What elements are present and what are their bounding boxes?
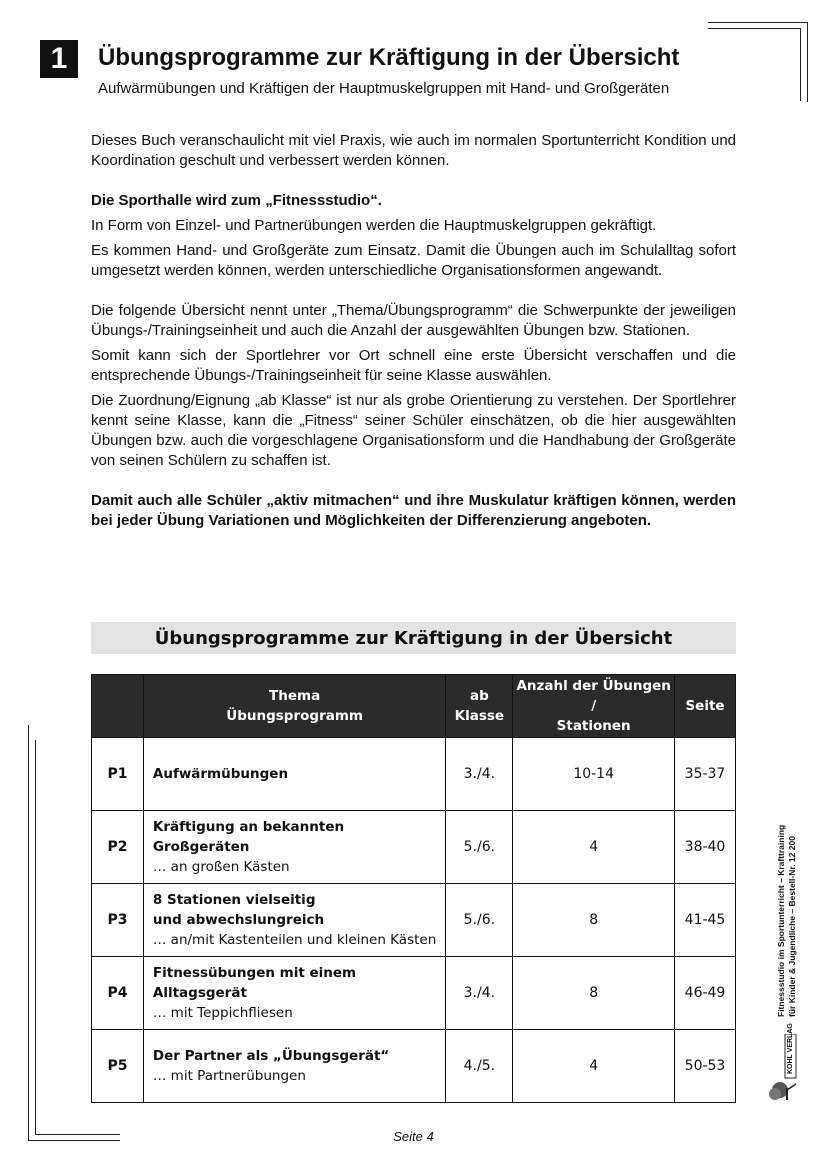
- header-id: [92, 675, 144, 738]
- row-anzahl: 4: [513, 1030, 675, 1103]
- frame-top-line: [708, 22, 808, 23]
- row-anzahl: 4: [513, 811, 675, 884]
- body-text: [91, 131, 736, 531]
- frame-left-line-inner: [35, 740, 36, 1134]
- publisher-logo-icon: [766, 1034, 804, 1104]
- paragraph-4: Somit kann sich der Sportlehrer vor Ort schnell eine erste Übersicht verschaffen und die entsprechende Übungs-/Trainingseinheit für seine Klasse auswählen.: [91, 347, 736, 384]
- frame-right-line: [807, 22, 808, 102]
- side-line-2: für Kinder & Jugendliche – Bestell-Nr. 12 200: [787, 836, 797, 1017]
- table-header-row: [92, 675, 736, 738]
- row-thema: [143, 884, 445, 957]
- row-id: P2: [92, 811, 144, 884]
- header-klasse-line2: Klasse: [454, 708, 505, 724]
- row-anzahl: 10-14: [513, 738, 675, 811]
- overview-table: [91, 674, 736, 1103]
- row-thema-detail: … an/mit Kastenteilen und kleinen Kästen: [152, 932, 437, 948]
- row-klasse: 5./6.: [446, 884, 513, 957]
- row-seite: 35-37: [675, 738, 736, 811]
- row-id: P3: [92, 884, 144, 957]
- frame-top-line-inner: [708, 28, 801, 29]
- side-publication-info: [776, 777, 798, 1017]
- row-thema-detail: … an großen Kästen: [152, 859, 290, 875]
- paragraph-1: In Form von Einzel- und Partnerübungen werden die Hauptmuskelgruppen gekräftigt.: [91, 217, 657, 234]
- row-klasse: 4./5.: [446, 1030, 513, 1103]
- table-row: [92, 884, 736, 957]
- paragraph-2: Es kommen Hand- und Großgeräte zum Einsatz. Damit die Übungen auch im Schulalltag sofort umgesetzt werden können, werden unterschiedliche Organisationsformen angewandt.: [91, 242, 736, 279]
- table-row: [92, 1030, 736, 1103]
- row-seite: 50-53: [675, 1030, 736, 1103]
- row-thema-title: Fitnessübungen mit einem Alltagsgerät: [152, 965, 357, 1001]
- header-thema-line1: Thema: [269, 688, 321, 704]
- closing-paragraph: Damit auch alle Schüler „aktiv mitmachen“ und ihre Muskulatur kräftigen können, werden bei jeder Übung Variationen und Möglichkeiten der Differenzierung angeboten.: [91, 492, 736, 529]
- row-thema-title: Der Partner als „Übungsgerät“: [152, 1048, 390, 1064]
- row-id: P4: [92, 957, 144, 1030]
- section-heading: Die Sporthalle wird zum „Fitnessstudio“.: [91, 192, 382, 209]
- frame-left-line: [28, 725, 29, 1141]
- row-thema: [143, 1030, 445, 1103]
- row-thema: [143, 738, 445, 811]
- table-row: [92, 957, 736, 1030]
- page-number: Seite 4: [393, 1129, 434, 1144]
- overview-banner: Übungsprogramme zur Kräftigung in der Übersicht: [91, 622, 736, 654]
- header-seite: Seite: [675, 675, 736, 738]
- header-thema: [143, 675, 445, 738]
- intro-paragraph: Dieses Buch veranschaulicht mit viel Praxis, wie auch im normalen Sportunterricht Kondition und Koordination geschult und verbessert werden können.: [91, 132, 736, 169]
- row-anzahl: 8: [513, 957, 675, 1030]
- row-seite: 41-45: [675, 884, 736, 957]
- frame-right-line-inner: [800, 28, 801, 101]
- table-row: [92, 811, 736, 884]
- row-thema-detail: … mit Partnerübungen: [152, 1068, 306, 1084]
- header-klasse-line1: ab: [469, 688, 489, 704]
- row-klasse: 5./6.: [446, 811, 513, 884]
- row-id: P1: [92, 738, 144, 811]
- chapter-number: 1: [40, 40, 78, 78]
- row-thema: [143, 811, 445, 884]
- header-thema-line2: Übungsprogramm: [226, 708, 363, 724]
- row-klasse: 3./4.: [446, 738, 513, 811]
- header-anzahl-line1: Anzahl der Übungen /: [516, 678, 671, 714]
- row-seite: 46-49: [675, 957, 736, 1030]
- page-subtitle: Aufwärmübungen und Kräftigen der Hauptmuskelgruppen mit Hand- und Großgeräten: [98, 80, 670, 97]
- header-klasse: [446, 675, 513, 738]
- page-title: Übungsprogramme zur Kräftigung in der Übersicht: [98, 44, 680, 71]
- paragraph-5: Die Zuordnung/Eignung „ab Klasse“ ist nur als grobe Orientierung zu verstehen. Der Sportlehrer kennt seine Klasse, kann die „Fitness“ seiner Schüler einschätzen, ob die hier ausgewählten Übungen bzw. auch die vorgeschlagene Organisationsform und die Handhabung der Großgeräte von seinen Schülern zu schaffen ist.: [91, 392, 736, 469]
- row-thema-title: Kräftigung an bekannten Großgeräten: [152, 819, 345, 855]
- paragraph-3: Die folgende Übersicht nennt unter „Thema/Übungsprogramm“ die Schwerpunkte der jeweiligen Übungs-/Trainingseinheit und auch die Anzahl der ausgewählten Übungen bzw. Stationen.: [91, 302, 736, 339]
- row-thema-detail: … mit Teppichfliesen: [152, 1005, 293, 1021]
- row-anzahl: 8: [513, 884, 675, 957]
- publisher-name: KOHL VERLAG: [787, 1023, 794, 1074]
- row-thema-title: Aufwärmübungen: [152, 766, 289, 782]
- header-anzahl-line2: Stationen: [556, 718, 631, 734]
- side-line-1: Fitnessstudio im Sportunterricht – Krafttraining: [776, 824, 786, 1017]
- header-anzahl: [513, 675, 675, 738]
- row-klasse: 3./4.: [446, 957, 513, 1030]
- row-seite: 38-40: [675, 811, 736, 884]
- row-thema: [143, 957, 445, 1030]
- row-thema-title: 8 Stationen vielseitig und abwechslungreich: [152, 892, 325, 928]
- row-id: P5: [92, 1030, 144, 1103]
- table-row: [92, 738, 736, 811]
